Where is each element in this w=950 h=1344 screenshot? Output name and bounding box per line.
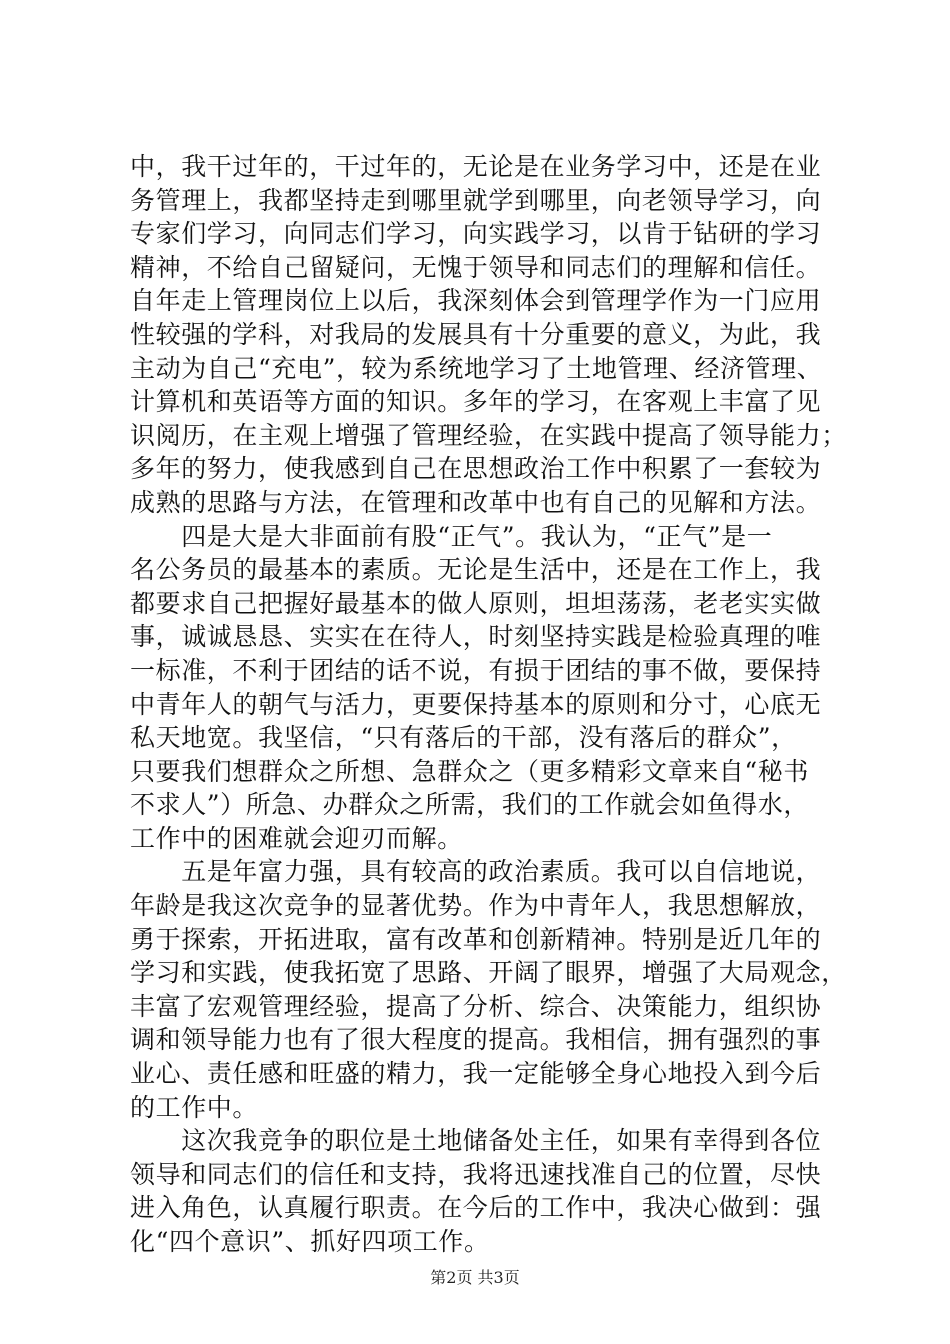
text-line: 事，诚诚恳恳、实实在在待人，时刻坚持实践是检验真理的唯 <box>130 622 822 652</box>
text-line: 专家们学习，向同志们学习，向实践学习，以肯于钻研的学习 <box>130 219 822 249</box>
text-line: 进入角色，认真履行职责。在今后的工作中，我决心做到：强 <box>130 1193 822 1223</box>
document-body <box>130 150 850 1259</box>
text-line: 精神，不给自己留疑问，无愧于领导和同志们的理解和信任。 <box>130 252 822 282</box>
text-line: 这次我竞争的职位是土地储备处主任，如果有幸得到各位 <box>130 1126 822 1156</box>
text-line: 丰富了宏观管理经验，提高了分析、综合、决策能力，组织协 <box>130 991 822 1021</box>
text-line: 工作中的困难就会迎刃而解。 <box>130 823 463 853</box>
text-line: 化“四个意识”、抓好四项工作。 <box>130 1227 490 1256</box>
text-line: 中，我干过年的，干过年的，无论是在业务学习中，还是在业 <box>130 152 822 181</box>
text-line: 学习和实践，使我拓宽了思路、开阔了眼界，增强了大局观念， <box>130 958 847 988</box>
text-line: 的工作中。 <box>130 1092 259 1122</box>
text-line: 领导和同志们的信任和支持，我将迅速找准自己的位置，尽快 <box>130 1159 822 1189</box>
text-line: 务管理上，我都坚持走到哪里就学到哪里，向老领导学习，向 <box>130 185 822 215</box>
text-line: 勇于探索，开拓进取，富有改革和创新精神。特别是近几年的 <box>130 924 822 954</box>
text-line: 名公务员的最基本的素质。无论是生活中，还是在工作上，我 <box>130 555 822 585</box>
text-line: 五是年富力强，具有较高的政治素质。我可以自信地说， <box>130 857 822 887</box>
text-line: 计算机和英语等方面的知识。多年的学习，在客观上丰富了见 <box>130 387 822 417</box>
text-line: 私天地宽。我坚信，“只有落后的干部，没有落后的群众”， <box>130 723 797 753</box>
text-line: 性较强的学科，对我局的发展具有十分重要的意义，为此，我 <box>130 319 822 349</box>
page-footer: 第2页 共3页 <box>430 1268 520 1287</box>
text-line: 主动为自己“充电”，较为系统地学习了土地管理、经济管理、 <box>130 353 823 383</box>
text-line: 成熟的思路与方法，在管理和改革中也有自己的见解和方法。 <box>130 487 822 517</box>
text-line: 四是大是大非面前有股“正气”。我认为，“正气”是一 <box>130 521 773 551</box>
text-line: 业心、责任感和旺盛的精力，我一定能够全身心地投入到今后 <box>130 1059 822 1089</box>
text-line: 自年走上管理岗位上以后，我深刻体会到管理学作为一门应用 <box>130 286 822 316</box>
text-line: 调和领导能力也有了很大程度的提高。我相信，拥有强烈的事 <box>130 1025 822 1055</box>
text-line: 只要我们想群众之所想、急群众之（更多精彩文章来自“秘书 <box>130 756 809 786</box>
text-line: 不求人”）所急、办群众之所需，我们的工作就会如鱼得水， <box>130 790 809 820</box>
text-line: 中青年人的朝气与活力，更要保持基本的原则和分寸，心底无 <box>130 689 822 719</box>
text-line: 一标准，不利于团结的话不说，有损于团结的事不做，要保持 <box>130 655 822 685</box>
text-line: 都要求自己把握好最基本的做人原则，坦坦荡荡，老老实实做 <box>130 588 822 618</box>
text-line: 年龄是我这次竞争的显著优势。作为中青年人，我思想解放， <box>130 891 822 921</box>
text-line: 多年的努力，使我感到自己在思想政治工作中积累了一套较为 <box>130 454 822 484</box>
text-line: 识阅历，在主观上增强了管理经验，在实践中提高了领导能力； <box>130 420 847 450</box>
